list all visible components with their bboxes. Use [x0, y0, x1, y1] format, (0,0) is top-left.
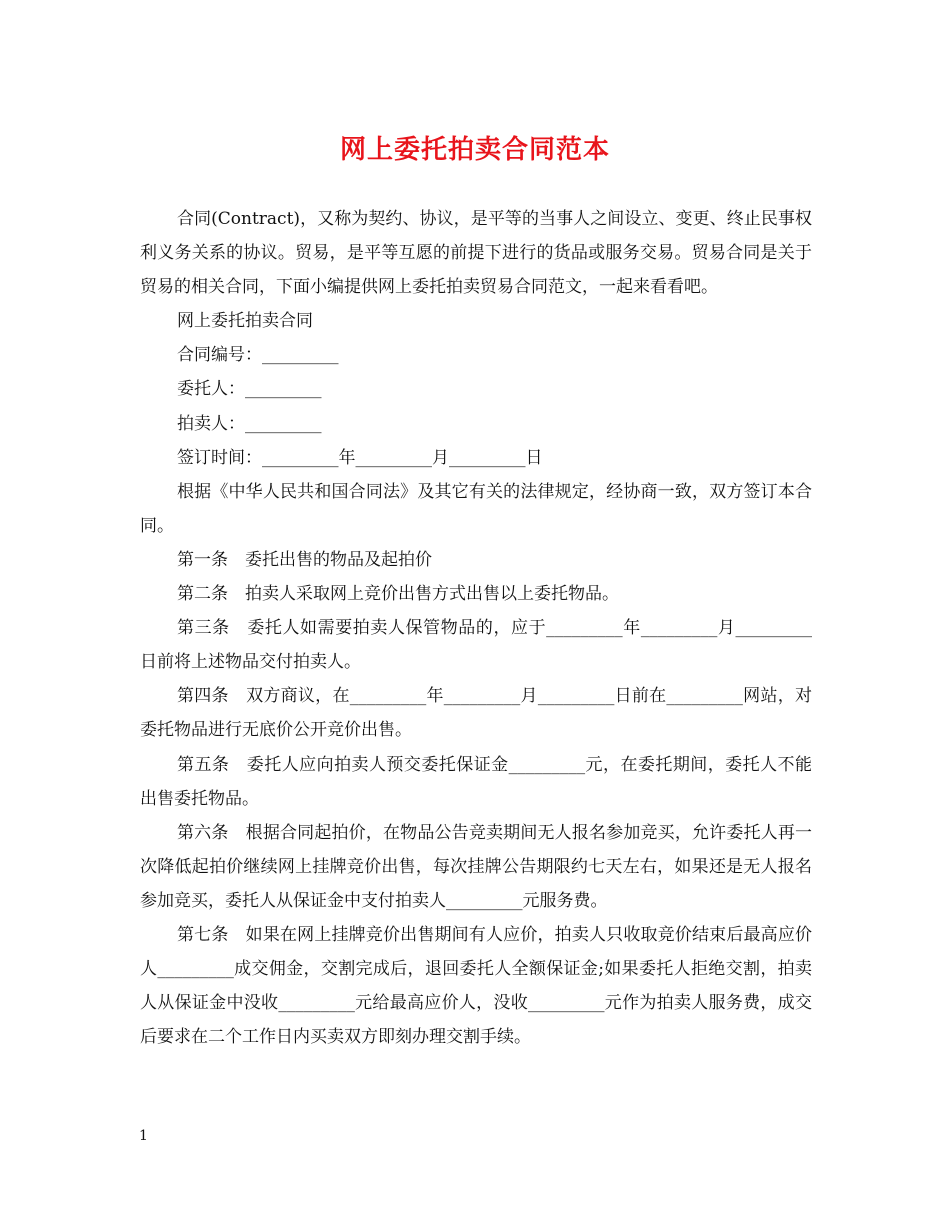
document-title: 网上委托拍卖合同范本 — [339, 135, 610, 165]
intro-paragraph: 合同(Contract)，又称为契约、协议，是平等的当事人之间设立、变更、终止民事权利义务关系的协议。贸易，是平等互愿的前提下进行的货品或服务交易。贸易合同是关于贸易的相关合同，下面小编提供网上委托拍卖贸易合同范文，一起来看看吧。 — [140, 209, 812, 298]
article-7: 第七条 如果在网上挂牌竞价出售期间有人应价，拍卖人只收取竞价结束后最高应价人_________成交佣金，交割完成后，退回委托人全额保证金;如果委托人拒绝交割，拍卖人从保证金中没收_________元给最高应价人，没收_________元作为拍卖人服务费，成交后要求在二个工作日内买卖双方即刻办理交割手续。 — [140, 924, 812, 1048]
document-body — [140, 202, 812, 1054]
signing-date-line: 签订时间：_________年_________月_________日 — [177, 447, 543, 468]
article-6: 第六条 根据合同起拍价，在物品公告竞卖期间无人报名参加竞买，允许委托人再一次降低起拍价继续网上挂牌竞价出售，每次挂牌公告期限约七天左右，如果还是无人报名参加竞买，委托人从保证金中支付拍卖人_________元服务费。 — [140, 822, 812, 911]
page-number: 1 — [139, 1128, 148, 1144]
auctioneer-line: 拍卖人：_________ — [177, 413, 322, 434]
legal-basis-paragraph: 根据《中华人民共和国合同法》及其它有关的法律规定，经协商一致，双方签订本合同。 — [140, 481, 812, 536]
article-4: 第四条 双方商议，在_________年_________月_________日前在_________网站，对委托物品进行无底价公开竞价出售。 — [140, 686, 812, 741]
article-3: 第三条 委托人如需要拍卖人保管物品的，应于_________年_________月_________日前将上述物品交付拍卖人。 — [140, 618, 812, 673]
article-2: 第二条 拍卖人采取网上竞价出售方式出售以上委托物品。 — [177, 584, 619, 605]
article-1: 第一条 委托出售的物品及起拍价 — [177, 549, 432, 570]
article-5: 第五条 委托人应向拍卖人预交委托保证金_________元，在委托期间，委托人不能出售委托物品。 — [140, 754, 812, 809]
contract-heading: 网上委托拍卖合同 — [177, 311, 313, 332]
principal-line: 委托人：_________ — [177, 379, 322, 400]
contract-number-line: 合同编号：_________ — [177, 345, 339, 366]
